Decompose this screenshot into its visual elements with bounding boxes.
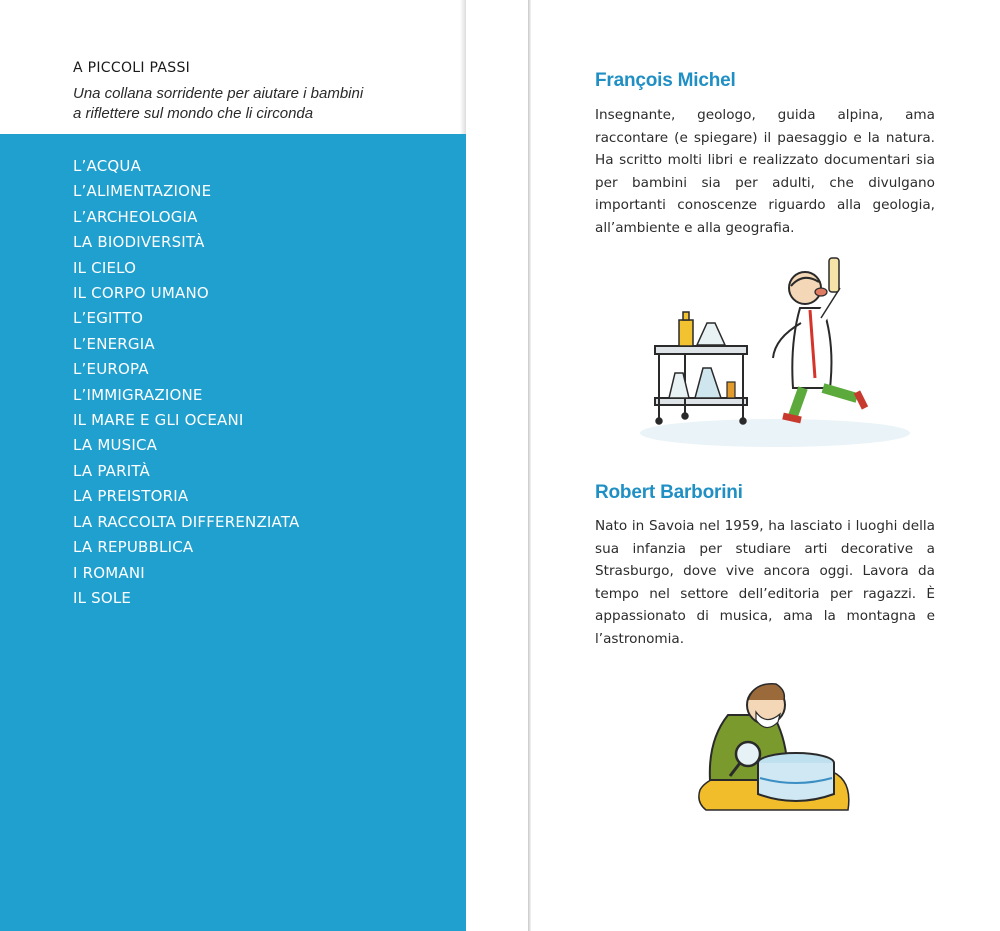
series-subtitle [73, 84, 433, 124]
list-item: LA PARITÀ [73, 461, 150, 480]
list-item: L’ENERGIA [73, 334, 155, 353]
list-item: LA PREISTORIA [73, 487, 189, 506]
author-name-francois-michel: François Michel [595, 70, 736, 91]
scientist-with-lab-cart-illustration [625, 248, 915, 453]
series-subtitle-line-1: Una collana sorridente per aiutare i bambini [73, 85, 364, 102]
list-item: LA BIODIVERSITÀ [73, 233, 205, 252]
list-item: LA MUSICA [73, 436, 158, 455]
list-item: LA REPUBBLICA [73, 538, 194, 557]
page-gap [466, 0, 530, 931]
list-item: L’ALIMENTAZIONE [73, 182, 212, 201]
series-titles-list [73, 154, 300, 611]
list-item: L’EUROPA [73, 360, 149, 379]
list-item: L’ARCHEOLOGIA [73, 207, 198, 226]
list-item: L’EGITTO [73, 309, 144, 328]
list-item: LA RACCOLTA DIFFERENZIATA [73, 512, 300, 531]
list-item: IL CIELO [73, 258, 137, 277]
list-item: L’ACQUA [73, 157, 142, 175]
series-subtitle-line-2: a riflettere sul mondo che li circonda [73, 105, 314, 122]
list-item: IL SOLE [73, 588, 132, 607]
list-item: I ROMANI [73, 563, 145, 582]
author-name-robert-barborini: Robert Barborini [595, 482, 743, 503]
list-item: IL CORPO UMANO [73, 284, 209, 303]
author-bio-francois-michel: Insegnante, geologo, guida alpina, ama raccontare (e spiegare) il paesaggio e la natura. Ha scritto molti libri e realizzato documentari sia per bambini sia per adulti, che divulgano importanti conoscenze riguardo alla geologia, all’ambiente e alla geografia. [595, 107, 935, 236]
man-with-magnifying-glass-illustration [688, 670, 858, 820]
list-item: IL MARE E GLI OCEANI [73, 411, 244, 430]
author-bio-robert-barborini: Nato in Savoia nel 1959, ha lasciato i luoghi della sua infanzia per studiare arti decorative a Strasburgo, dove vive ancora oggi. Lavora da tempo nel settore dell’editoria per ragazzi. È appassionato di musica, ama la montagna e l’astronomia. [595, 518, 935, 647]
list-item: L’IMMIGRAZIONE [73, 385, 203, 404]
series-title: A PICCOLI PASSI [73, 60, 191, 76]
